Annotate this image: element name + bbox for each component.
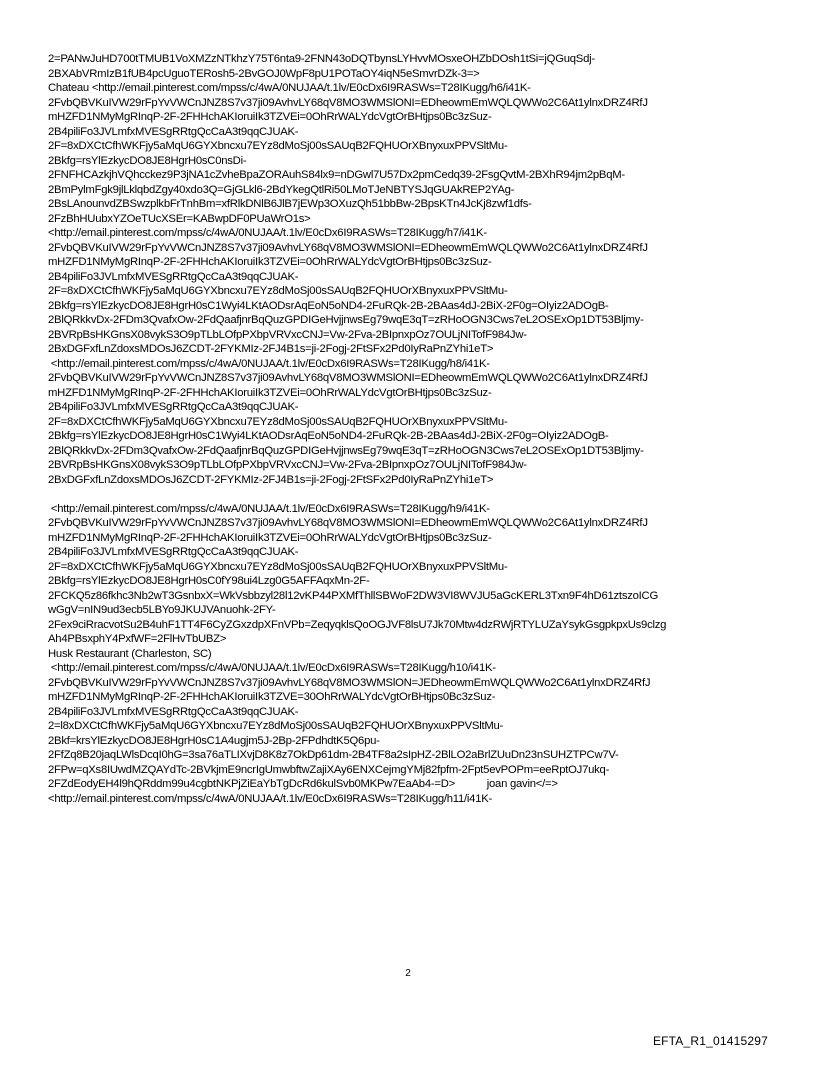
- text-line: 2Bkfg=rsYlEzkycDO8JE8HgrH0sC1Wyi4LKtAODsrAqEoN5oND4-2FuRQk-2B-2BAas4dJ-2BiX-2F0g=OIyiz2ADOgB-: [48, 299, 609, 312]
- text-line: 2Bkfg=rsYlEzkycDO8JE8HgrH0sC0nsDi-: [48, 154, 247, 167]
- text-line: 2FzBhHUubxYZOeTUcXSEr=KABwpDF0PUaWrO1s>: [48, 212, 311, 225]
- text-line: 2Bkfg=rsYlEzkycDO8JE8HgrH0sC0fY98ui4Lzg0G5AFFAqxMn-2F-: [48, 575, 370, 587]
- text-line: 2B4piliFo3JVLmfxMVESgRRtgQcCaA3t9qqCJUAK-: [48, 401, 299, 413]
- text-line: 2FZdEodyEH4l9hQRddm99u4cgbtNKPjZiEaYbTgDcRd6kulSvb0MKPw7EaAb4-=D> joan gavin</=>: [48, 778, 558, 790]
- text-line: <http://email.pinterest.com/mpss/c/4wA/0NUJAA/t.1lv/E0cDx6I9RASWs=T28IKugg/h7/i41K-: [48, 227, 487, 239]
- text-line: 2=PANwJuHD700tTMUB1VoXMZzNTkhzY75T6nta9-2FNN43oDQTbynsLYHvvMOsxeOHZbDOsh1tSi=jQGuqSdj-: [48, 53, 595, 65]
- text-line: 2=l8xDXCtCfhWKFjy5aMqU6GYXbncxu7EYz8dMoSj00sSAUqB2FQHUOrXBnyxuxPPVSltMu-: [48, 720, 504, 732]
- text-line: 2FfZq8B20jaqLWlsDcqI0hG=3sa76aTLIXvjD8K8z7OkDp61dm-2B4TF8a2sIpHZ-2BlLO2aBrlZUuDn23nSUHZTPCw7V-: [48, 749, 619, 761]
- bates-number: EFTA_R1_01415297: [652, 1034, 768, 1048]
- text-line: mHZFD1NMyMgRInqP-2F-2FHHchAKIoruiIk3TZVEi=0OhRrWALYdcVgtOrBHtjps0Bc3zSuz-: [48, 111, 492, 123]
- text-line: 2FvbQBVKuIVW29rFpYvVWCnJNZ8S7v37ji09AvhvLY68qV8MO3WMSlON=JEDheowmEmWQLQWWo2C6At1ylnxDRZ4RfJ: [48, 676, 651, 689]
- text-line: 2FCKQ5z86fkhc3Nb2wT3GsnbxX=WkVsbbzyl28l12vKP44PXMfThllSBWoF2DW3VI8WVJU5aGcKERL3Txn9F4hD61ztszoICG: [48, 589, 658, 602]
- text-line: 2B4piliFo3JVLmfxMVESgRRtgQcCaA3t9qqCJUAK-: [48, 705, 299, 718]
- text-line: 2FPw=qXs8IUwdMZQAYdTc-2BVkjmE9ncrIgUmwbftwZajiXAy6ENXCejmgYMj82fpfm-2Fpt5evPOPm=eeRptOJ7ukq-: [48, 763, 610, 776]
- text-line: 2F=8xDXCtCfhWKFjy5aMqU6GYXbncxu7EYz8dMoSj00sSAUqB2FQHUOrXBnyxuxPPVSltMu-: [48, 415, 508, 428]
- text-line: 2FvbQBVKuIVW29rFpYvVWCnJNZ8S7v37ji09AvhvLY68qV8MO3WMSlONI=EDheowmEmWQLQWWo2C6At1ylnxDRZ4RfJ: [48, 372, 648, 384]
- text-line: 2BxDGFxfLnZdoxsMDOsJ6ZCDT-2FYKMIz-2FJ4B1s=ji-2Fogj-2FtSFx2Pd0IyRaPnZYhi1eT>: [48, 343, 494, 355]
- paragraph-gap: [48, 487, 768, 502]
- page-number: 2: [405, 968, 411, 979]
- text-line: mHZFD1NMyMgRInqP-2F-2FHHchAKIoruiIk3TZVEi=0OhRrWALYdcVgtOrBHtjps0Bc3zSuz-: [48, 531, 492, 544]
- text-line: 2BXAbVRmIzB1fUB4pcUguoTERosh5-2BvGOJ0WpF8pU1POTaOY4iqN5eSmvrDZk-3=>: [48, 67, 480, 80]
- text-line: Ah4PBsxphY4PxfWF=2FlHvTbUBZ>: [48, 633, 227, 645]
- text-line: 2B4piliFo3JVLmfxMVESgRRtgQcCaA3t9qqCJUAK-: [48, 270, 299, 283]
- text-line: 2Fex9ciRracvotSu2B4uhF1TT4F6CyZGxzdpXFnVPb=ZeqyqklsQoOGJVF8lsU7Jk70Mtw4dzRWjRTYLUZaYsykGsgpkpxUs9clzg: [48, 618, 667, 631]
- text-line: <http://email.pinterest.com/mpss/c/4wA/0NUJAA/t.1lv/E0cDx6I9RASWs=T28IKugg/h9/i41K-: [48, 502, 490, 515]
- text-line: mHZFD1NMyMgRInqP-2F-2FHHchAKIoruiIk3TZVE=30OhRrWALYdcVgtOrBHtjps0Bc3zSuz-: [48, 691, 496, 703]
- text-line: 2BxDGFxfLnZdoxsMDOsJ6ZCDT-2FYKMIz-2FJ4B1s=ji-2Fogj-2FtSFx2Pd0IyRaPnZYhi1eT>: [48, 473, 494, 486]
- text-line: 2FvbQBVKuIVW29rFpYvVWCnJNZ8S7v37ji09AvhvLY68qV8MO3WMSlONI=EDheowmEmWQLQWWo2C6At1ylnxDRZ4RfJ: [48, 241, 648, 254]
- text-line: 2BlQRkkvDx-2FDm3QvafxOw-2FdQaafjnrBqQuzGPDIGeHvjjnwsEg79wqE3qT=zRHoOGN3Cws7eL2OSExOp1DT53Bljmy-: [48, 444, 644, 457]
- text-line: 2FNFHCAzkjhVQhcckez9P3jNA1cZvheBpaZORAuhS84lx9=nDGwl7U57Dx2pmCedq39-2FsgQvtM-2BXhR94jm2pBqM-: [48, 169, 625, 181]
- text-line: 2F=8xDXCtCfhWKFjy5aMqU6GYXbncxu7EYz8dMoSj00sSAUqB2FQHUOrXBnyxuxPPVSltMu-: [48, 140, 508, 152]
- text-line: 2BVRpBsHKGnsX08vykS3O9pTLbLOfpPXbpVRVxcCNJ=Vw-2Fva-2BIpnxpOz7OULjNITofF984Jw-: [48, 459, 527, 471]
- text-line: wGgV=nIN9ud3ecb5LBYo9JKUJVAnuohk-2FY-: [48, 604, 276, 616]
- text-line: mHZFD1NMyMgRInqP-2F-2FHHchAKIoruiIk3TZVEi=0OhRrWALYdcVgtOrBHtjps0Bc3zSuz-: [48, 386, 492, 399]
- text-line: 2FvbQBVKuIVW29rFpYvVWCnJNZ8S7v37ji09AvhvLY68qV8MO3WMSlONI=EDheowmEmWQLQWWo2C6At1ylnxDRZ4RfJ: [48, 96, 648, 109]
- text-line: 2F=8xDXCtCfhWKFjy5aMqU6GYXbncxu7EYz8dMoSj00sSAUqB2FQHUOrXBnyxuxPPVSltMu-: [48, 560, 508, 573]
- text-line: <http://email.pinterest.com/mpss/c/4wA/0NUJAA/t.1lv/E0cDx6I9RASWs=T28IKugg/h10/i41K-: [48, 662, 496, 674]
- text-line: 2BlQRkkvDx-2FDm3QvafxOw-2FdQaafjnrBqQuzGPDIGeHvjjnwsEg79wqE3qT=zRHoOGN3Cws7eL2OSExOp1DT53Bljmy-: [48, 314, 644, 326]
- text-line: 2B4piliFo3JVLmfxMVESgRRtgQcCaA3t9qqCJUAK-: [48, 125, 299, 138]
- text-line: 2Bkfg=rsYlEzkycDO8JE8HgrH0sC1Wyi4LKtAODsrAqEoN5oND4-2FuRQk-2B-2BAas4dJ-2BiX-2F0g=OIyiz2ADOgB-: [48, 430, 609, 442]
- text-line: 2Bkf=krsYlEzkycDO8JE8HgrH0sC1A4ugjm5J-2Bp-2FPdhdtK5Q6pu-: [48, 734, 380, 747]
- text-line: 2B4piliFo3JVLmfxMVESgRRtgQcCaA3t9qqCJUAK-: [48, 546, 299, 558]
- email-body-text: [48, 52, 768, 806]
- text-line: 2BVRpBsHKGnsX08vykS3O9pTLbLOfpPXbpVRVxcCNJ=Vw-2Fva-2BIpnxpOz7OULjNITofF984Jw-: [48, 328, 527, 341]
- text-line: <http://email.pinterest.com/mpss/c/4wA/0NUJAA/t.1lv/E0cDx6I9RASWs=T28IKugg/h8/i41K-: [48, 357, 490, 370]
- text-line: mHZFD1NMyMgRInqP-2F-2FHHchAKIoruiIk3TZVEi=0OhRrWALYdcVgtOrBHtjps0Bc3zSuz-: [48, 256, 492, 268]
- text-line: 2FvbQBVKuIVW29rFpYvVWCnJNZ8S7v37ji09AvhvLY68qV8MO3WMSlONI=EDheowmEmWQLQWWo2C6At1ylnxDRZ4RfJ: [48, 517, 648, 529]
- text-line: 2BmPylmFgk9jlLklqbdZgy40xdo3Q=GjGLkl6-2BdYkegQtlRi50LMoTJeNBTYSJqGUAkREP2YAg-: [48, 183, 515, 196]
- text-line: <http://email.pinterest.com/mpss/c/4wA/0NUJAA/t.1lv/E0cDx6I9RASWs=T28IKugg/h11/i41K-: [48, 792, 493, 805]
- text-line: 2BsLAnounvdZBSwzplkbFrTnhBm=xfRlkDNlB6JlB7jEWp3OXuzQh51bbBw-2BpsKTn4JcKj8zwf1dfs-: [48, 198, 532, 210]
- text-line: Husk Restaurant (Charleston, SC): [48, 647, 212, 660]
- text-line: 2F=8xDXCtCfhWKFjy5aMqU6GYXbncxu7EYz8dMoSj00sSAUqB2FQHUOrXBnyxuxPPVSltMu-: [48, 285, 508, 297]
- text-line: Chateau <http://email.pinterest.com/mpss/c/4wA/0NUJAA/t.1lv/E0cDx6I9RASWs=T28IKugg/h6/i41K-: [48, 82, 531, 94]
